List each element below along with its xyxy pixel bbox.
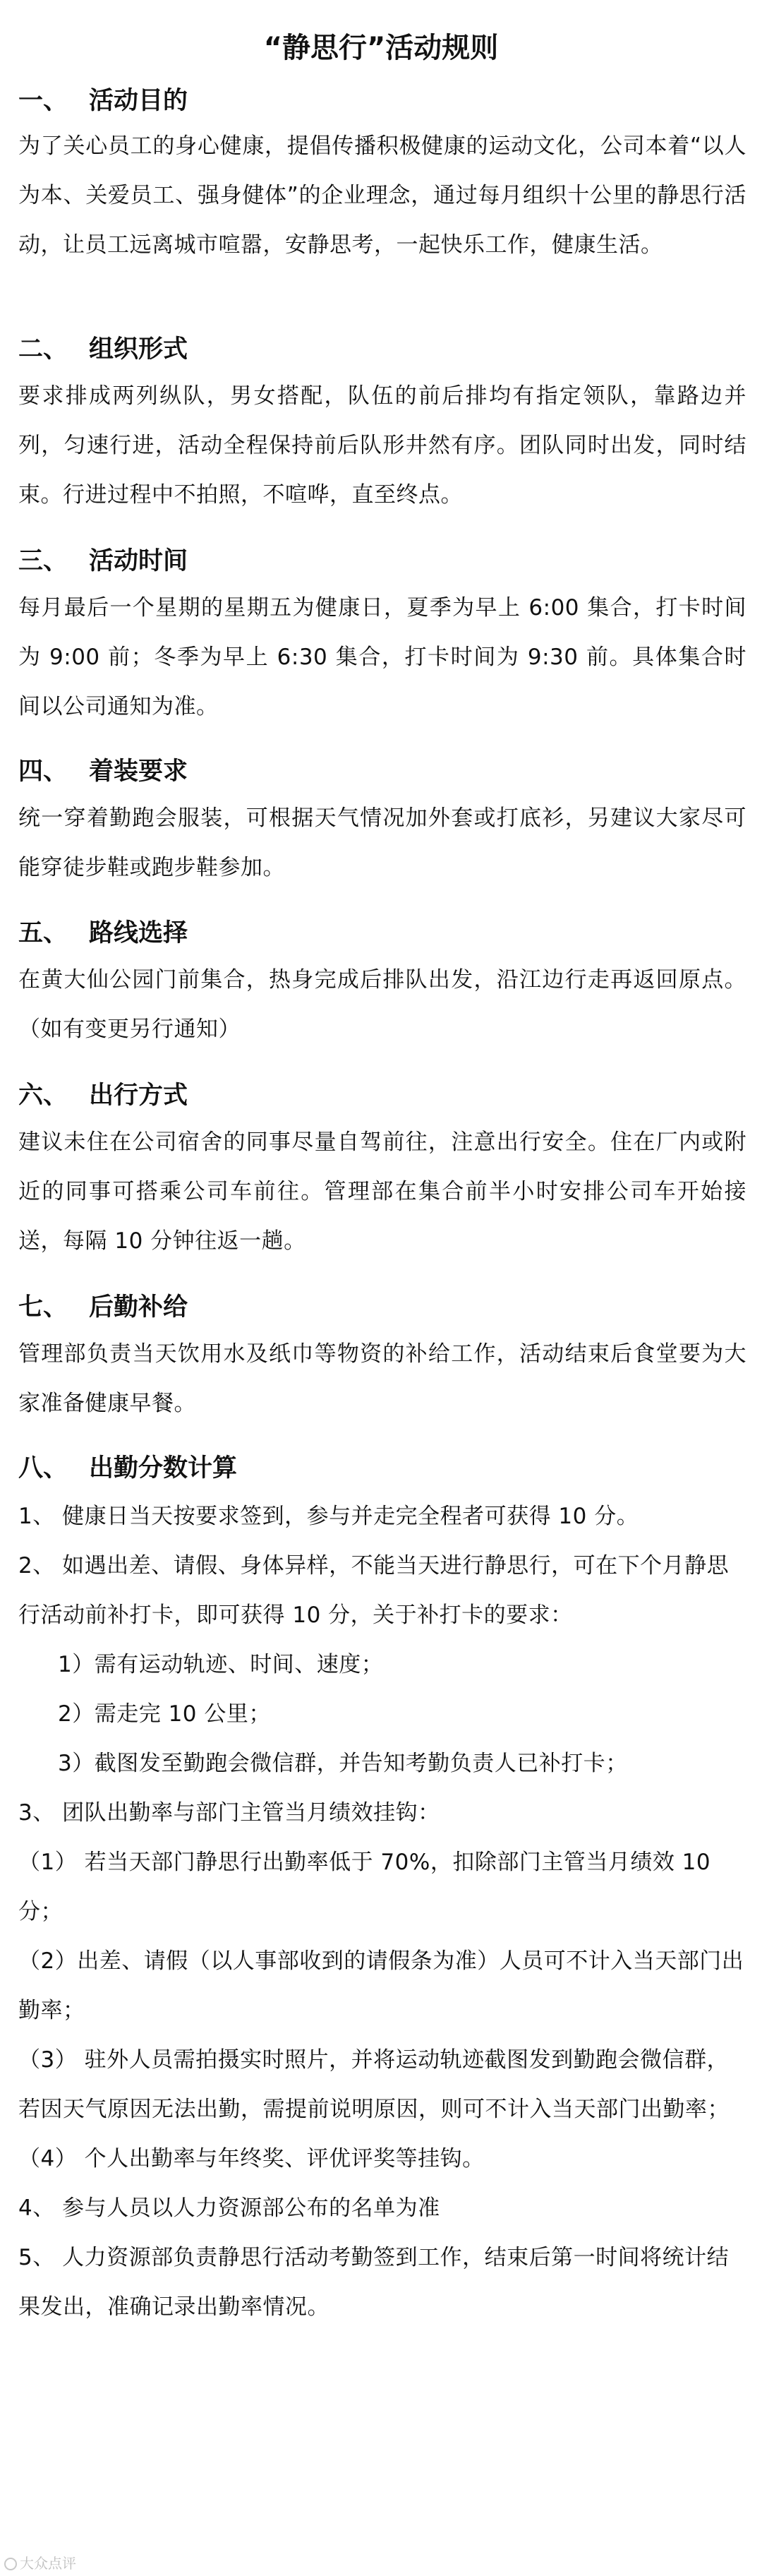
section-body: 要求排成两列纵队，男女搭配，队伍的前后排均有指定领队，靠路边并列，匀速行进，活动全程保持前后队形井然有序。团队同时出发，同时结束。行进过程中不拍照，不喧哗，直至终点。 xyxy=(18,383,746,508)
section-heading xyxy=(18,544,746,579)
section-heading xyxy=(18,1290,746,1325)
section-title: 后勤补给 xyxy=(89,1293,188,1322)
section-dress-code xyxy=(18,754,746,892)
document-title: “静思行”活动规则 xyxy=(263,32,499,64)
section-title: 活动时间 xyxy=(89,547,188,575)
section-title: 出勤分数计算 xyxy=(89,1454,238,1482)
list-item: 1、 健康日当天按要求签到，参与并走完全程者可获得 10 分。 xyxy=(18,1504,639,1529)
section-attendance-scoring xyxy=(18,1451,746,2332)
section-number: 四、 xyxy=(18,757,68,786)
section-number: 七、 xyxy=(18,1293,68,1322)
section-body: 统一穿着勤跑会服装，可根据天气情况加外套或打底衫，另建议大家尽可能穿徒步鞋或跑步鞋参加。 xyxy=(18,805,746,880)
section-time xyxy=(18,544,746,731)
section-heading xyxy=(18,1078,746,1113)
watermark xyxy=(4,2554,76,2572)
section-number: 五、 xyxy=(18,919,68,947)
section-body: 为了关心员工的身心健康，提倡传播积极健康的运动文化，公司本着“以人为本、关爱员工、强身健体”的企业理念，通过每月组织十公里的静思行活动，让员工远离城市喧嚣，安静思考，一起快乐工作，健康生活。 xyxy=(18,133,746,258)
list-subitem: （4） 个人出勤率与年终奖、评优评奖等挂钩。 xyxy=(18,2146,485,2171)
list-subitem: 3）截图发至勤跑会微信群，并告知考勤负责人已补打卡； xyxy=(58,1751,628,1776)
list-subitem: （3） 驻外人员需拍摄实时照片，并将运动轨迹截图发到勤跑会微信群，若因天气原因无法出勤，需提前说明原因，则可不计入当天部门出勤率； xyxy=(18,2047,730,2122)
section-body: 建议未住在公司宿舍的同事尽量自驾前往，注意出行安全。住在厂内或附近的同事可搭乘公司车前往。管理部在集合前半小时安排公司车开始接送，每隔 10 分钟往返一趟。 xyxy=(18,1130,746,1254)
section-number: 三、 xyxy=(18,547,68,575)
section-number: 一、 xyxy=(18,87,68,115)
section-body: 在黄大仙公园门前集合，热身完成后排队出发，沿江边行走再返回原点。（如有变更另行通知） xyxy=(18,967,746,1042)
section-body: 每月最后一个星期的星期五为健康日，夏季为早上 6:00 集合，打卡时间为 9:00 前；冬季为早上 6:30 集合，打卡时间为 9:30 前。具体集合时间以公司通知为准。 xyxy=(18,595,746,719)
section-title: 着装要求 xyxy=(89,757,188,786)
section-transport xyxy=(18,1078,746,1266)
list-item: 2、 如遇出差、请假、身体异样，不能当天进行静思行，可在下个月静思行活动前补打卡，即可获得 10 分，关于补打卡的要求： xyxy=(18,1553,730,1628)
section-title: 路线选择 xyxy=(89,919,188,947)
section-heading xyxy=(18,1451,746,1486)
scoring-list xyxy=(18,1492,746,2332)
section-number: 六、 xyxy=(18,1082,68,1110)
list-item: 5、 人力资源部负责静思行活动考勤签到工作，结束后第一时间将统计结果发出，准确记录出勤率情况。 xyxy=(18,2245,730,2320)
list-subitem: 2）需走完 10 公里； xyxy=(58,1701,271,1727)
list-subitem: 1）需有运动轨迹、时间、速度； xyxy=(58,1652,384,1677)
section-route xyxy=(18,916,746,1054)
section-title: 活动目的 xyxy=(89,87,188,115)
section-heading xyxy=(18,754,746,789)
section-number: 八、 xyxy=(18,1454,68,1482)
section-heading xyxy=(18,83,746,119)
list-subitem: （2）出差、请假（以人事部收到的请假条为准）人员可不计入当天部门出勤率； xyxy=(18,1948,744,2023)
list-item: 3、 团队出勤率与部门主管当月绩效挂钩： xyxy=(18,1800,440,1826)
section-title: 组织形式 xyxy=(89,335,188,364)
watermark-text: 大众点评 xyxy=(20,2555,76,2572)
section-number: 二、 xyxy=(18,335,68,364)
section-heading xyxy=(18,332,746,367)
section-logistics xyxy=(18,1290,746,1428)
section-body: 管理部负责当天饮用水及纸巾等物资的补给工作，活动结束后食堂要为大家准备健康早餐。 xyxy=(18,1341,746,1416)
section-organization xyxy=(18,332,746,520)
section-heading xyxy=(18,916,746,951)
watermark-logo-icon xyxy=(4,2558,17,2570)
list-item: 4、 参与人员以人力资源部公布的名单为准 xyxy=(18,2195,440,2221)
section-purpose xyxy=(18,83,746,270)
list-subitem: （1） 若当天部门静思行出勤率低于 70%，扣除部门主管当月绩效 10 分； xyxy=(18,1850,711,1924)
section-title: 出行方式 xyxy=(89,1082,188,1110)
